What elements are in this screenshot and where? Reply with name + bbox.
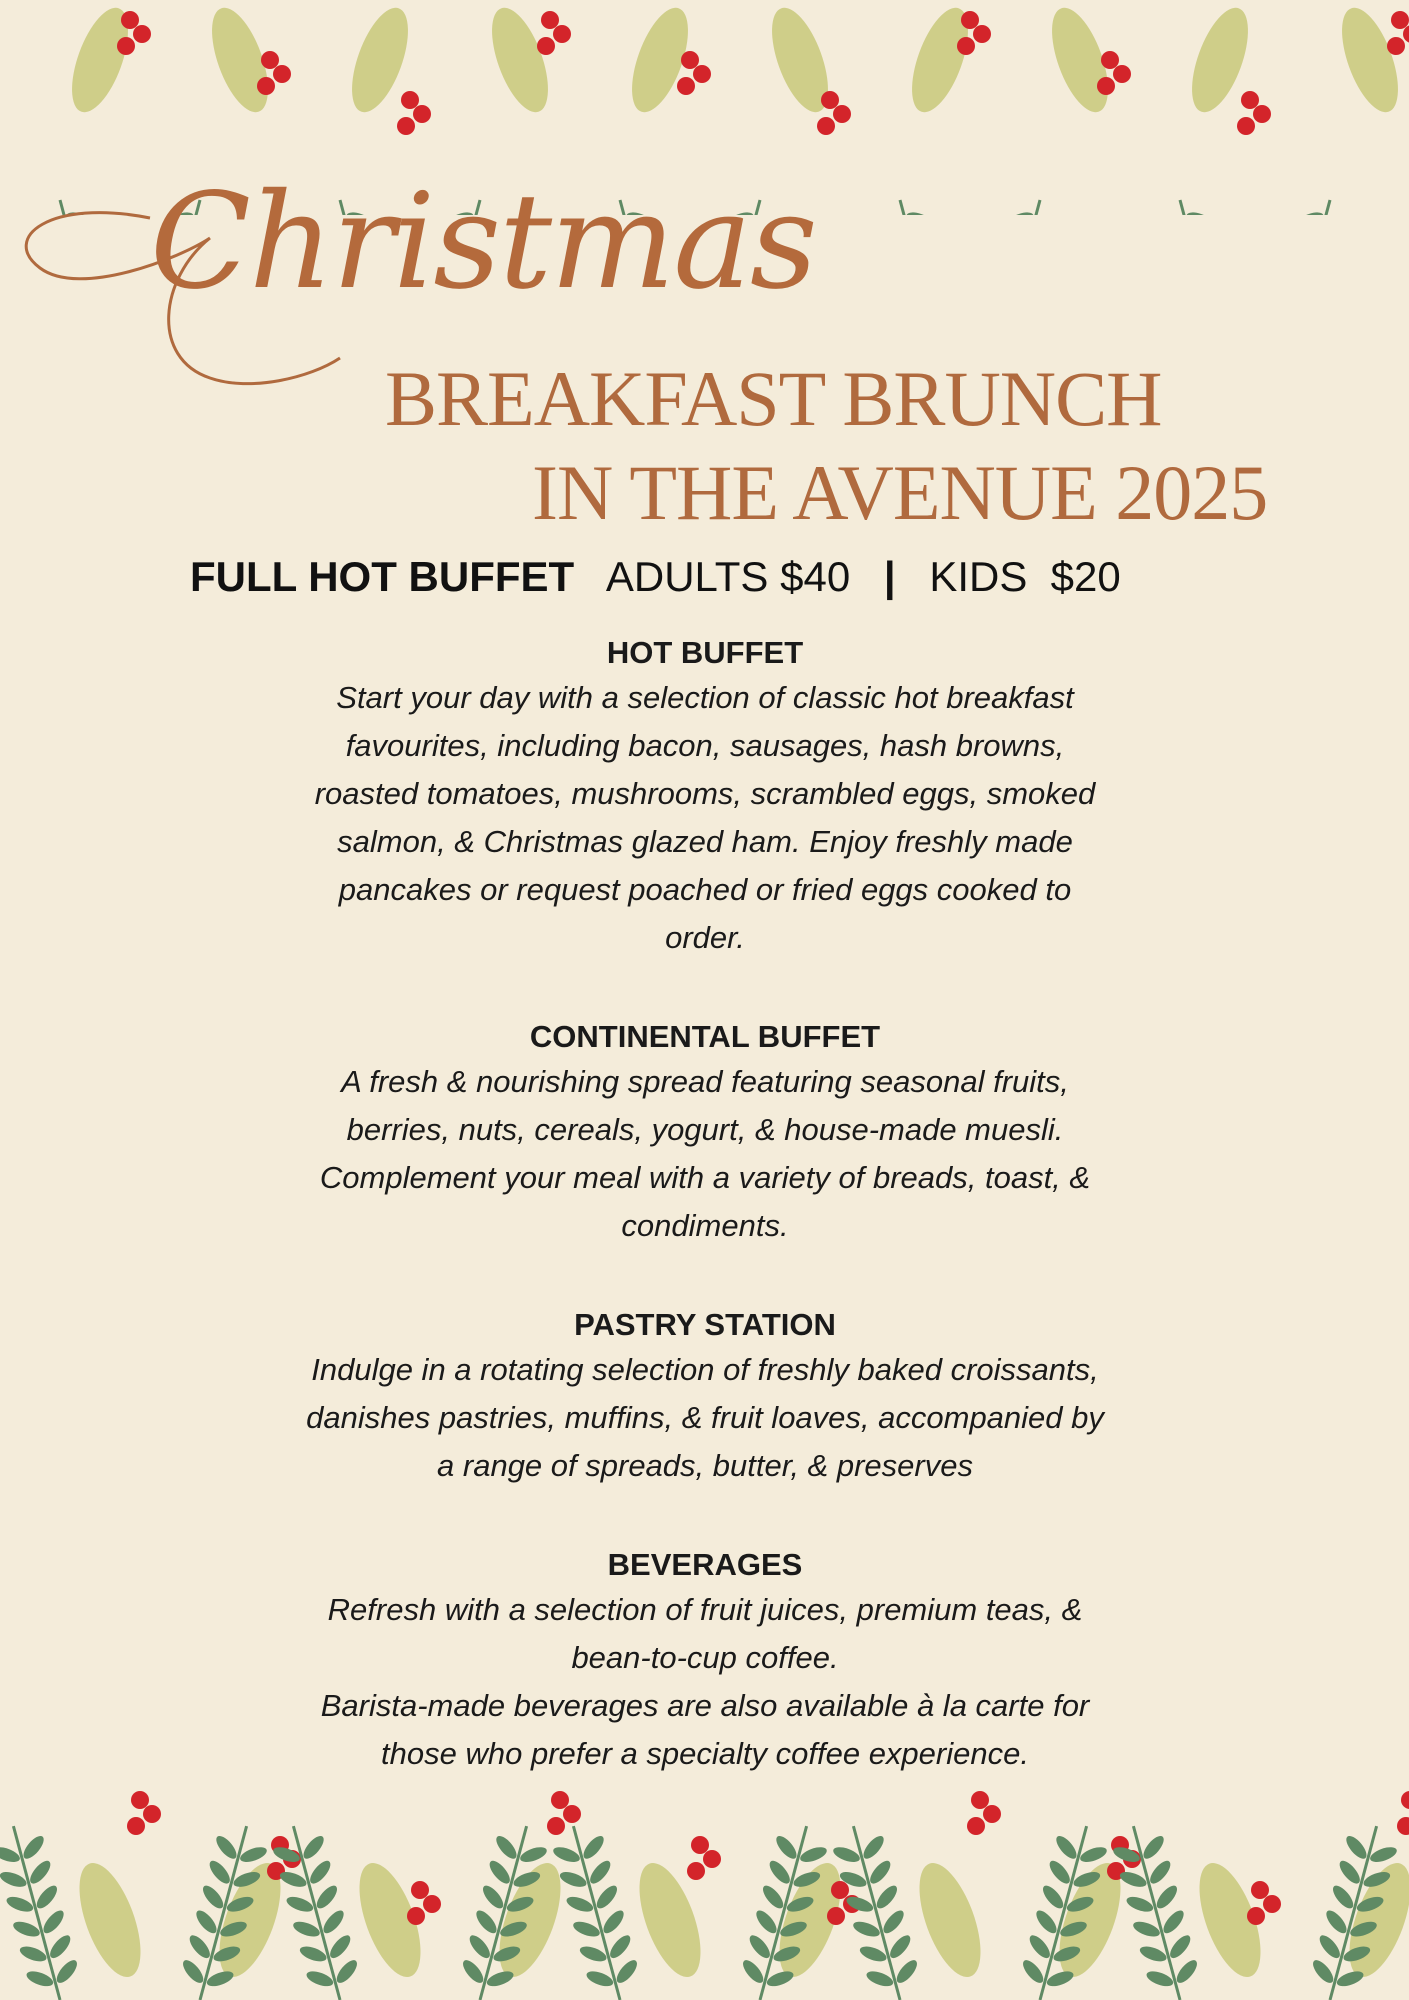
bottom-garland-decoration: [0, 1780, 1409, 2000]
section-line: A fresh & nourishing spread featuring seasonal fruits,: [341, 1064, 1069, 1099]
section-beverages: [200, 1544, 1210, 1778]
section-line: Barista-made beverages are also available à la carte for: [320, 1688, 1090, 1723]
section-line: order.: [665, 920, 745, 955]
section-line: salmon, & Christmas glazed ham. Enjoy freshly made: [337, 824, 1073, 859]
section-line: Complement your meal with a variety of breads, toast, &: [319, 1160, 1091, 1195]
section-line: danishes pastries, muffins, & fruit loaves, accompanied by: [306, 1400, 1104, 1435]
section-line: a range of spreads, butter, & preserves: [437, 1448, 973, 1483]
buffet-label: FULL HOT BUFFET: [190, 553, 575, 600]
section-line: berries, nuts, cereals, yogurt, & house-made muesli.: [346, 1112, 1064, 1147]
section-line: roasted tomatoes, mushrooms, scrambled eggs, smoked: [314, 776, 1096, 811]
section-line: Refresh with a selection of fruit juices, premium teas, &: [327, 1592, 1083, 1627]
adults-price: ADULTS $40: [605, 553, 851, 600]
section-heading: PASTRY STATION: [574, 1307, 836, 1342]
title-line-breakfast-brunch: BREAKFAST BRUNCH: [385, 355, 1162, 442]
section-line: Indulge in a rotating selection of freshly baked croissants,: [311, 1352, 1099, 1387]
section-heading: HOT BUFFET: [606, 635, 804, 670]
section-line: favourites, including bacon, sausages, hash browns,: [345, 728, 1065, 763]
section-line: pancakes or request poached or fried eggs cooked to: [338, 872, 1072, 907]
section-pastry-station: [200, 1304, 1210, 1490]
kids-price: KIDS $20: [929, 553, 1121, 600]
section-heading: CONTINENTAL BUFFET: [529, 1019, 881, 1054]
section-line: those who prefer a specialty coffee experience.: [381, 1736, 1029, 1771]
section-heading: BEVERAGES: [607, 1547, 803, 1582]
section-hot-buffet: [200, 632, 1210, 962]
title-line-avenue-year: IN THE AVENUE 2025: [532, 449, 1268, 536]
pricing-row: [190, 553, 1121, 600]
christmas-script-title: Christmas: [150, 165, 816, 319]
section-line: bean-to-cup coffee.: [571, 1640, 839, 1675]
price-separator: |: [883, 553, 896, 600]
section-line: condiments.: [621, 1208, 789, 1243]
section-line: Start your day with a selection of classic hot breakfast: [336, 680, 1074, 715]
section-continental-buffet: [200, 1016, 1210, 1250]
